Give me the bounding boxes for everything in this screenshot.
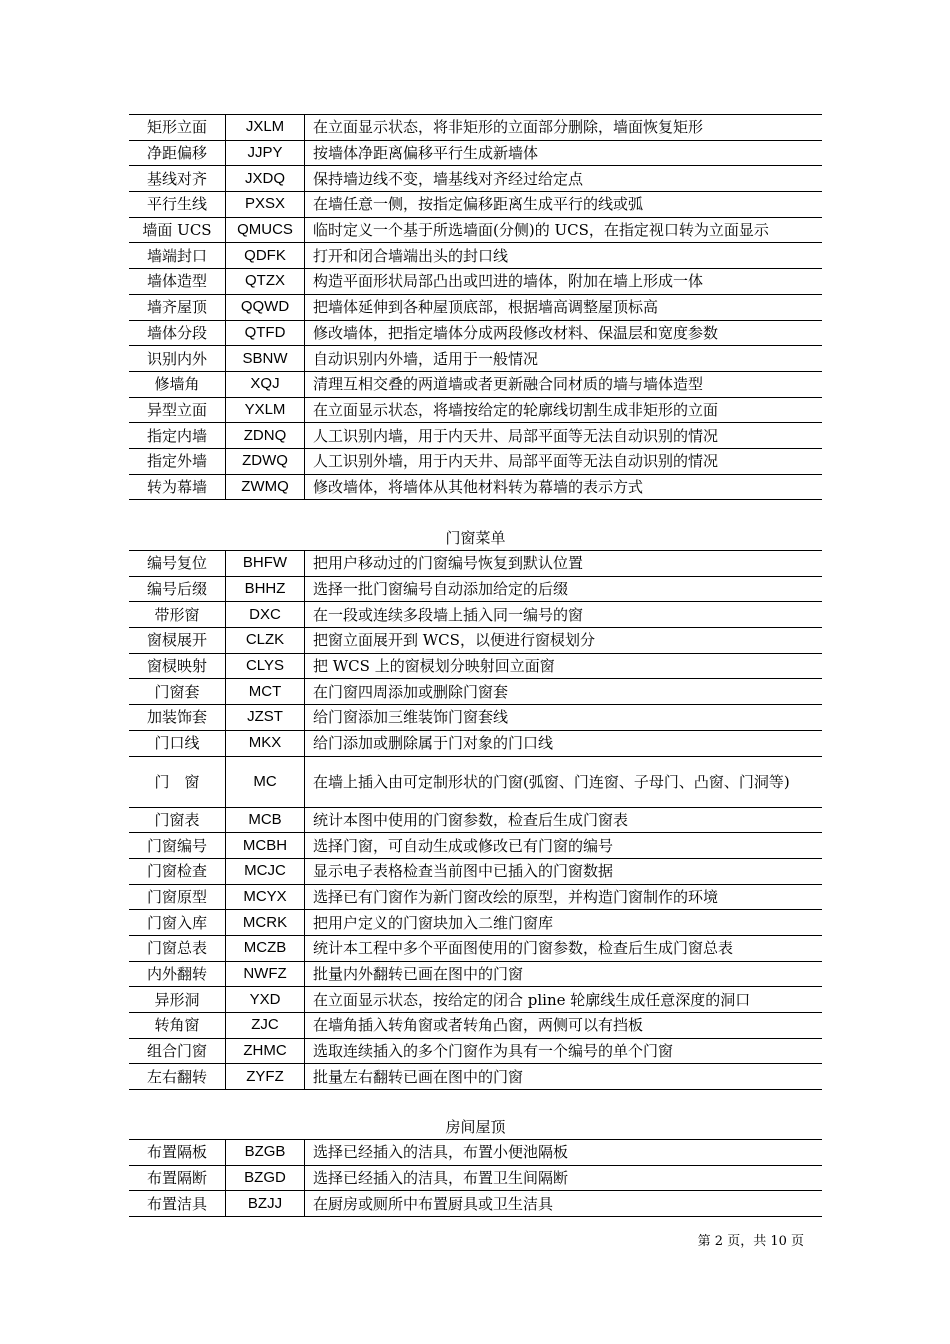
command-description: 在墙角插入转角窗或者转角凸窗，两侧可以有挡板 bbox=[305, 1013, 823, 1039]
table-row bbox=[129, 294, 822, 320]
command-code: BHHZ bbox=[226, 576, 305, 602]
table-row bbox=[129, 423, 822, 449]
page-footer: 第 2 页，共 10 页 bbox=[697, 1234, 804, 1249]
table-row bbox=[129, 1165, 822, 1191]
table-row bbox=[129, 910, 822, 936]
command-description: 在立面显示状态，按给定的闭合 pline 轮廓线生成任意深度的洞口 bbox=[305, 987, 823, 1013]
command-name: 异型立面 bbox=[129, 397, 226, 423]
command-name: 净距偏移 bbox=[129, 140, 226, 166]
command-name: 窗棂展开 bbox=[129, 628, 226, 654]
command-code: MCJC bbox=[226, 858, 305, 884]
command-code: QTZX bbox=[226, 269, 305, 295]
command-description: 选取连续插入的多个门窗作为具有一个编号的单个门窗 bbox=[305, 1038, 823, 1064]
command-name: 门窗套 bbox=[129, 679, 226, 705]
command-description: 选择已经插入的洁具，布置小便池隔板 bbox=[305, 1140, 823, 1166]
command-code: NWFZ bbox=[226, 961, 305, 987]
command-description: 在墙任意一侧，按指定偏移距离生成平行的线或弧 bbox=[305, 192, 823, 218]
table-row bbox=[129, 192, 822, 218]
command-description: 在立面显示状态，将非矩形的立面部分删除，墙面恢复矩形 bbox=[305, 115, 823, 141]
command-description: 保持墙边线不变，墙基线对齐经过给定点 bbox=[305, 166, 823, 192]
command-description: 人工识别内墙，用于内天井、局部平面等无法自动识别的情况 bbox=[305, 423, 823, 449]
command-description: 批量左右翻转已画在图中的门窗 bbox=[305, 1064, 823, 1090]
table-row bbox=[129, 551, 822, 577]
table-row bbox=[129, 576, 822, 602]
command-name: 编号复位 bbox=[129, 551, 226, 577]
command-code: ZDNQ bbox=[226, 423, 305, 449]
command-code: QDFK bbox=[226, 243, 305, 269]
command-description: 在一段或连续多段墙上插入同一编号的窗 bbox=[305, 602, 823, 628]
command-name: 门窗入库 bbox=[129, 910, 226, 936]
command-code: BZGD bbox=[226, 1165, 305, 1191]
table-row bbox=[129, 397, 822, 423]
command-code: SBNW bbox=[226, 346, 305, 372]
command-code: MCBH bbox=[226, 833, 305, 859]
command-name: 窗棂映射 bbox=[129, 653, 226, 679]
command-name: 门口线 bbox=[129, 730, 226, 756]
command-name: 布置隔断 bbox=[129, 1165, 226, 1191]
command-description: 统计本工程中多个平面图使用的门窗参数，检查后生成门窗总表 bbox=[305, 935, 823, 961]
table-row bbox=[129, 833, 822, 859]
window-command-table bbox=[129, 550, 822, 1090]
command-code: JZST bbox=[226, 705, 305, 731]
command-code: CLYS bbox=[226, 653, 305, 679]
command-code: BZJJ bbox=[226, 1191, 305, 1217]
table-row bbox=[129, 987, 822, 1013]
command-code: JXDQ bbox=[226, 166, 305, 192]
table-row bbox=[129, 1013, 822, 1039]
wall-command-table bbox=[129, 114, 822, 500]
command-description: 选择一批门窗编号自动添加给定的后缀 bbox=[305, 576, 823, 602]
command-description: 修改墙体，将墙体从其他材料转为幕墙的表示方式 bbox=[305, 474, 823, 500]
command-code: MCYX bbox=[226, 884, 305, 910]
command-name: 指定内墙 bbox=[129, 423, 226, 449]
command-name: 基线对齐 bbox=[129, 166, 226, 192]
command-code: ZHMC bbox=[226, 1038, 305, 1064]
room-section-title: 房间屋顶 bbox=[445, 1118, 506, 1136]
table-row bbox=[129, 628, 822, 654]
command-code: CLZK bbox=[226, 628, 305, 654]
table-row bbox=[129, 858, 822, 884]
table-row bbox=[129, 602, 822, 628]
command-code: BHFW bbox=[226, 551, 305, 577]
command-code: DXC bbox=[226, 602, 305, 628]
command-description: 把用户移动过的门窗编号恢复到默认位置 bbox=[305, 551, 823, 577]
room-command-table bbox=[129, 1139, 822, 1217]
command-name: 布置隔板 bbox=[129, 1140, 226, 1166]
command-description: 临时定义一个基于所选墙面(分侧)的 UCS，在指定视口转为立面显示 bbox=[305, 217, 823, 243]
command-name: 墙齐屋顶 bbox=[129, 294, 226, 320]
command-code: MCZB bbox=[226, 935, 305, 961]
table-row bbox=[129, 1191, 822, 1217]
command-description: 自动识别内外墙，适用于一般情况 bbox=[305, 346, 823, 372]
command-description: 在立面显示状态，将墙按给定的轮廓线切割生成非矩形的立面 bbox=[305, 397, 823, 423]
command-name: 墙面 UCS bbox=[129, 217, 226, 243]
command-code: XQJ bbox=[226, 371, 305, 397]
command-code: YXD bbox=[226, 987, 305, 1013]
command-name: 编号后缀 bbox=[129, 576, 226, 602]
command-description: 在厨房或厕所中布置厨具或卫生洁具 bbox=[305, 1191, 823, 1217]
command-code: QQWD bbox=[226, 294, 305, 320]
command-name: 内外翻转 bbox=[129, 961, 226, 987]
command-code: BZGB bbox=[226, 1140, 305, 1166]
command-code: JJPY bbox=[226, 140, 305, 166]
table-row bbox=[129, 217, 822, 243]
command-name: 异形洞 bbox=[129, 987, 226, 1013]
command-name: 左右翻转 bbox=[129, 1064, 226, 1090]
table-row bbox=[129, 884, 822, 910]
table-row bbox=[129, 935, 822, 961]
command-code: MC bbox=[226, 756, 305, 807]
command-description: 选择门窗，可自动生成或修改已有门窗的编号 bbox=[305, 833, 823, 859]
command-description: 把用户定义的门窗块加入二维门窗库 bbox=[305, 910, 823, 936]
command-code: ZYFZ bbox=[226, 1064, 305, 1090]
command-name: 加装饰套 bbox=[129, 705, 226, 731]
command-name: 指定外墙 bbox=[129, 448, 226, 474]
table-row bbox=[129, 346, 822, 372]
command-code: PXSX bbox=[226, 192, 305, 218]
command-description: 选择已经插入的洁具，布置卫生间隔断 bbox=[305, 1165, 823, 1191]
command-code: ZDWQ bbox=[226, 448, 305, 474]
table-row bbox=[129, 1064, 822, 1090]
command-name: 墙端封口 bbox=[129, 243, 226, 269]
command-description: 把墙体延伸到各种屋顶底部，根据墙高调整屋顶标高 bbox=[305, 294, 823, 320]
window-section-title: 门窗菜单 bbox=[445, 529, 506, 547]
command-name: 平行生线 bbox=[129, 192, 226, 218]
table-row bbox=[129, 756, 822, 807]
table-row bbox=[129, 115, 822, 141]
command-code: MKX bbox=[226, 730, 305, 756]
command-name: 组合门窗 bbox=[129, 1038, 226, 1064]
command-code: MCB bbox=[226, 807, 305, 833]
table-row bbox=[129, 730, 822, 756]
table-row bbox=[129, 807, 822, 833]
command-description: 在门窗四周添加或删除门窗套 bbox=[305, 679, 823, 705]
table-row bbox=[129, 243, 822, 269]
command-description: 把 WCS 上的窗棂划分映射回立面窗 bbox=[305, 653, 823, 679]
table-row bbox=[129, 961, 822, 987]
command-description: 选择已有门窗作为新门窗改绘的原型，并构造门窗制作的环境 bbox=[305, 884, 823, 910]
command-description: 修改墙体，把指定墙体分成两段修改材料、保温层和宽度参数 bbox=[305, 320, 823, 346]
command-code: QMUCS bbox=[226, 217, 305, 243]
command-description: 打开和闭合墙端出头的封口线 bbox=[305, 243, 823, 269]
table-row bbox=[129, 320, 822, 346]
table-row bbox=[129, 371, 822, 397]
command-name: 布置洁具 bbox=[129, 1191, 226, 1217]
table-row bbox=[129, 448, 822, 474]
table-row bbox=[129, 166, 822, 192]
command-name: 门 窗 bbox=[129, 756, 226, 807]
command-code: YXLM bbox=[226, 397, 305, 423]
command-description: 显示电子表格检查当前图中已插入的门窗数据 bbox=[305, 858, 823, 884]
command-description: 构造平面形状局部凸出或凹进的墙体，附加在墙上形成一体 bbox=[305, 269, 823, 295]
command-description: 给门添加或删除属于门对象的门口线 bbox=[305, 730, 823, 756]
table-row bbox=[129, 679, 822, 705]
command-name: 修墙角 bbox=[129, 371, 226, 397]
command-name: 带形窗 bbox=[129, 602, 226, 628]
command-name: 门窗原型 bbox=[129, 884, 226, 910]
table-row bbox=[129, 1140, 822, 1166]
command-description: 把窗立面展开到 WCS，以便进行窗棂划分 bbox=[305, 628, 823, 654]
command-name: 矩形立面 bbox=[129, 115, 226, 141]
table-row bbox=[129, 140, 822, 166]
table-row bbox=[129, 705, 822, 731]
command-name: 转角窗 bbox=[129, 1013, 226, 1039]
command-name: 门窗编号 bbox=[129, 833, 226, 859]
command-name: 墙体分段 bbox=[129, 320, 226, 346]
table-row bbox=[129, 1038, 822, 1064]
command-description: 在墙上插入由可定制形状的门窗(弧窗、门连窗、子母门、凸窗、门洞等) bbox=[305, 756, 823, 807]
command-name: 墙体造型 bbox=[129, 269, 226, 295]
command-code: ZWMQ bbox=[226, 474, 305, 500]
table-row bbox=[129, 474, 822, 500]
command-description: 批量内外翻转已画在图中的门窗 bbox=[305, 961, 823, 987]
command-name: 转为幕墙 bbox=[129, 474, 226, 500]
command-description: 给门窗添加三维装饰门窗套线 bbox=[305, 705, 823, 731]
command-code: MCRK bbox=[226, 910, 305, 936]
command-code: MCT bbox=[226, 679, 305, 705]
command-description: 按墙体净距离偏移平行生成新墙体 bbox=[305, 140, 823, 166]
command-code: QTFD bbox=[226, 320, 305, 346]
command-description: 统计本图中使用的门窗参数，检查后生成门窗表 bbox=[305, 807, 823, 833]
command-name: 识别内外 bbox=[129, 346, 226, 372]
command-description: 清理互相交叠的两道墙或者更新融合同材质的墙与墙体造型 bbox=[305, 371, 823, 397]
command-name: 门窗检查 bbox=[129, 858, 226, 884]
command-code: ZJC bbox=[226, 1013, 305, 1039]
command-name: 门窗表 bbox=[129, 807, 226, 833]
table-row bbox=[129, 653, 822, 679]
command-name: 门窗总表 bbox=[129, 935, 226, 961]
command-code: JXLM bbox=[226, 115, 305, 141]
table-row bbox=[129, 269, 822, 295]
command-description: 人工识别外墙，用于内天井、局部平面等无法自动识别的情况 bbox=[305, 448, 823, 474]
